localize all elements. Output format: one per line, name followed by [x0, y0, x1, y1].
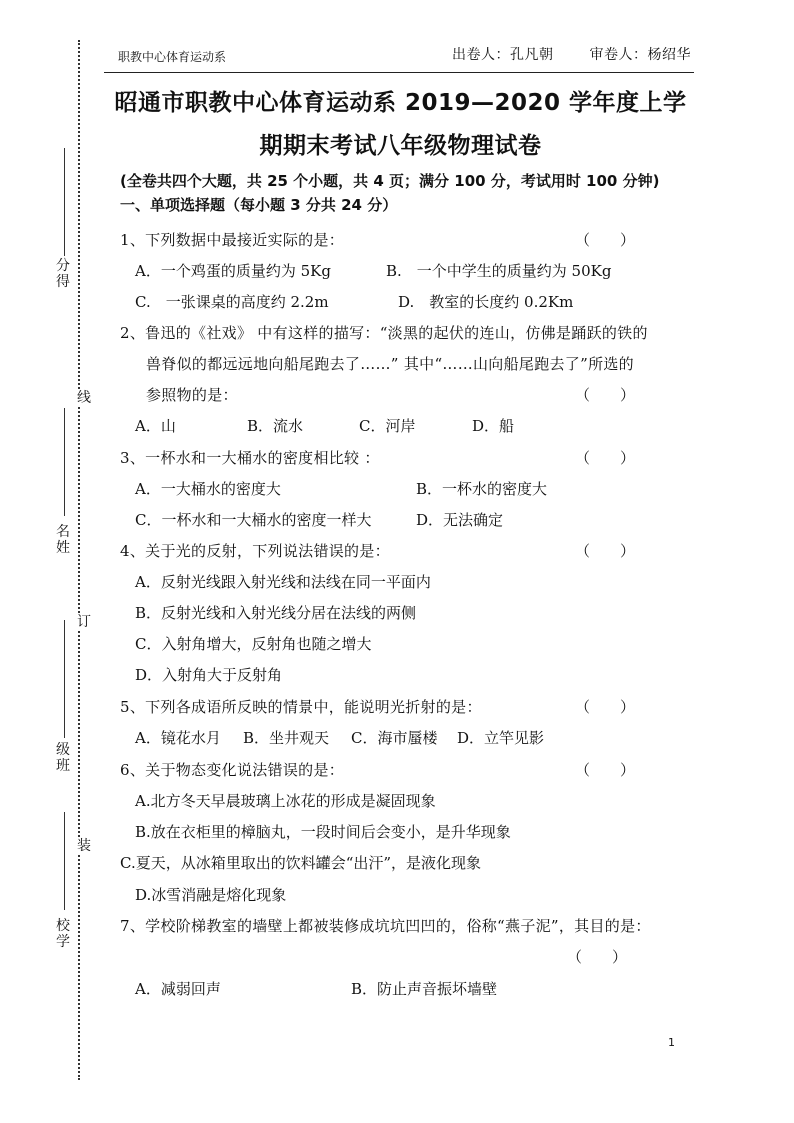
- answer-blank: （ ）: [575, 542, 636, 560]
- question-2-stem-1: 2、鲁迅的《社戏》 中有这样的描写：“淡黑的起伏的连山，仿佛是踊跃的铁的: [120, 324, 648, 342]
- margin-char: 分: [56, 258, 70, 274]
- header-department: 职教中心体育运动系: [118, 50, 227, 64]
- option-a: A．反射光线跟入射光线和法线在同一平面内: [135, 573, 431, 591]
- answer-blank: （ ）: [575, 449, 636, 467]
- option-a: A．镜花水月: [135, 729, 221, 747]
- option-c: C．入射角增大，反射角也随之增大: [135, 635, 372, 653]
- option-d: D．立竿见影: [457, 729, 545, 747]
- question-7-stem: 7、学校阶梯教室的墙壁上都被装修成坑坑凹凹的，俗称“燕子泥”，其目的是：: [120, 917, 651, 935]
- option-b: B．一杯水的密度大: [416, 480, 548, 498]
- option-d: D. 教室的长度约 0.2Km: [398, 293, 574, 311]
- option-a: A．山: [135, 417, 176, 435]
- margin-zhuang-label: 装: [77, 838, 91, 854]
- margin-score-label: [55, 258, 71, 290]
- option-c: C．一杯水和一大桶水的密度一样大: [135, 511, 372, 529]
- school-line: [64, 812, 65, 910]
- binding-dotted-line: [78, 40, 80, 1080]
- option-c: C．海市蜃楼: [351, 729, 438, 747]
- header-authors: [452, 44, 691, 64]
- option-b: B.放在衣柜里的樟脑丸，一段时间后会变小，是升华现象: [135, 823, 511, 841]
- option-a: A．一个鸡蛋的质量约为 5Kg: [135, 262, 331, 280]
- section-heading: 一、单项选择题（每小题 3 分共 24 分）: [120, 196, 398, 214]
- header-author: 出卷人：孔凡朝: [452, 47, 554, 63]
- question-3-stem: 3、一杯水和一大桶水的密度相比较 ：: [120, 449, 380, 467]
- option-d: D．入射角大于反射角: [135, 666, 283, 684]
- margin-name-label: [55, 524, 71, 556]
- name-line: [64, 408, 65, 516]
- question-5-stem: 5、下列各成语所反映的情景中，能说明光折射的是：: [120, 698, 482, 716]
- question-6-stem: 6、关于物态变化说法错误的是：: [120, 761, 345, 779]
- page-number: 1: [668, 1036, 675, 1049]
- exam-title-line1: 昭通市职教中心体育运动系 2019—2020 学年度上学: [114, 90, 687, 116]
- question-2-stem-3: 参照物的是：: [146, 386, 238, 404]
- question-4-stem: 4、关于光的反射，下列说法错误的是：: [120, 542, 390, 560]
- class-line: [64, 620, 65, 738]
- margin-char: 班: [56, 758, 70, 774]
- margin-class-label: [55, 742, 71, 774]
- margin-char: 名: [56, 524, 70, 540]
- option-d: D.冰雪消融是熔化现象: [135, 886, 287, 904]
- header-reviewer: 审卷人：杨绍华: [589, 47, 691, 63]
- score-line: [64, 148, 65, 256]
- option-a: A．减弱回声: [135, 980, 221, 998]
- margin-char: 姓: [56, 540, 70, 556]
- question-2-stem-2: 兽脊似的都远远地向船尾跑去了……” 其中“……山向船尾跑去了”所选的: [146, 355, 634, 373]
- option-a: A．一大桶水的密度大: [135, 480, 281, 498]
- answer-blank: （ ）: [575, 698, 636, 716]
- option-c: C. 一张课桌的高度约 2.2m: [135, 293, 329, 311]
- option-b: B. 一个中学生的质量约为 50Kg: [386, 262, 612, 280]
- option-b: B．坐井观天: [243, 729, 330, 747]
- answer-blank: （ ）: [575, 386, 636, 404]
- margin-school-label: [55, 918, 71, 950]
- margin-char: 得: [56, 274, 70, 290]
- option-c: C．河岸: [359, 417, 416, 435]
- exam-instructions: (全卷共四个大题，共 25 个小题，共 4 页；满分 100 分，考试用时 100 分钟): [120, 172, 660, 190]
- exam-title-line2: 期期末考试八年级物理试卷: [259, 133, 542, 159]
- option-d: D．船: [472, 417, 515, 435]
- margin-xian-label: 线: [77, 390, 91, 406]
- question-1-stem: 1、下列数据中最接近实际的是：: [120, 231, 345, 249]
- option-b: B．反射光线和入射光线分居在法线的两侧: [135, 604, 417, 622]
- answer-blank: （ ）: [567, 948, 628, 966]
- margin-char: 级: [56, 742, 70, 758]
- answer-blank: （ ）: [575, 231, 636, 249]
- option-d: D．无法确定: [416, 511, 504, 529]
- margin-char: 学: [56, 934, 70, 950]
- header-rule: [104, 72, 694, 73]
- margin-ding-label: 订: [77, 614, 91, 630]
- option-a: A.北方冬天早晨玻璃上冰花的形成是凝固现象: [135, 792, 436, 810]
- answer-blank: （ ）: [575, 761, 636, 779]
- option-c: C.夏天，从冰箱里取出的饮料罐会“出汗”，是液化现象: [120, 854, 482, 872]
- option-b: B．流水: [247, 417, 304, 435]
- margin-char: 校: [56, 918, 70, 934]
- option-b: B．防止声音振坏墙壁: [351, 980, 498, 998]
